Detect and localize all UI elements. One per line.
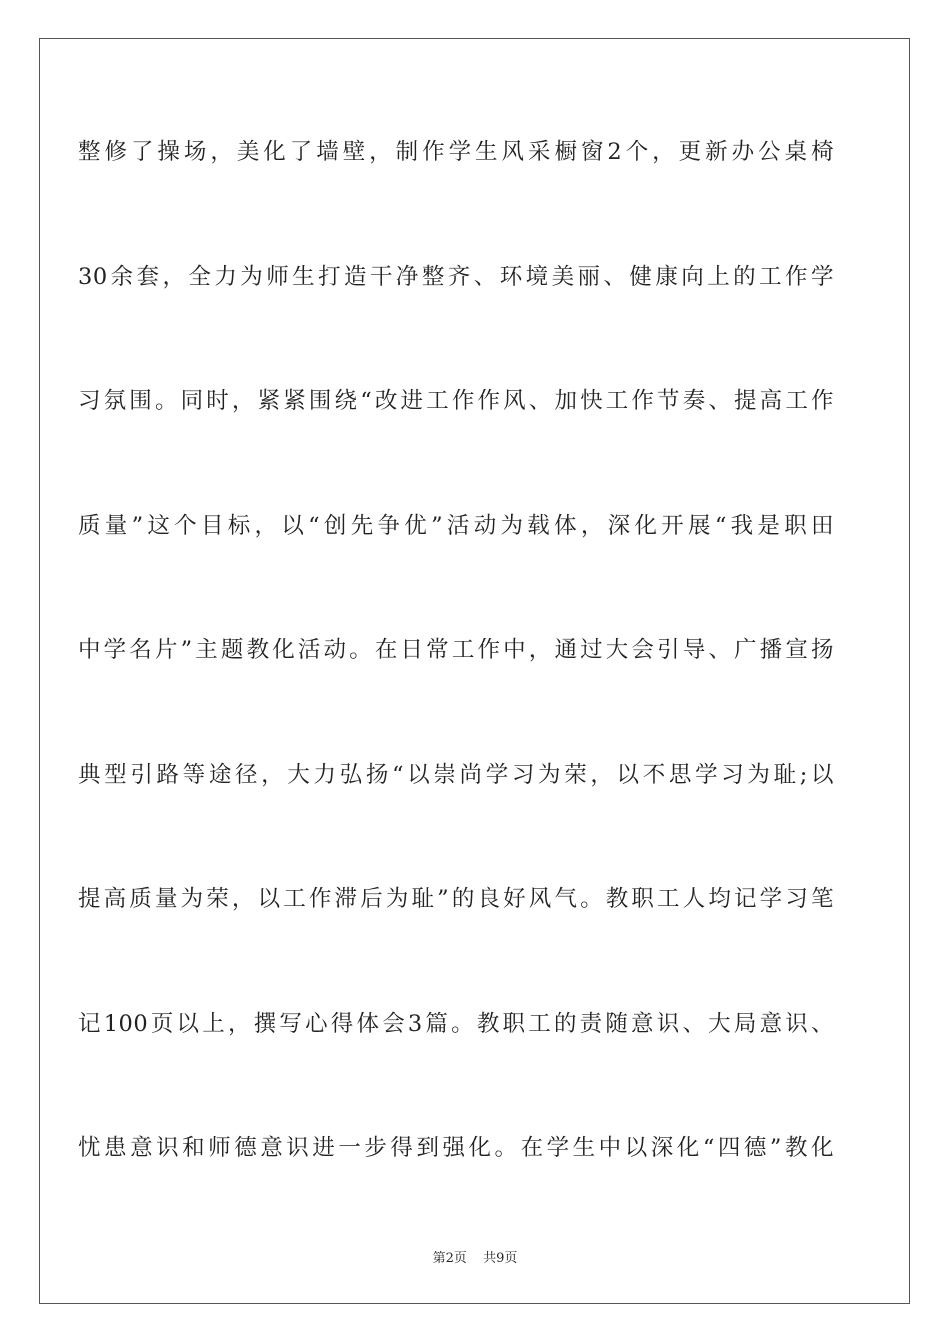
total-page-count: 共9页 (483, 1251, 518, 1266)
text-line-8: 记100页以上，撰写心得体会3篇。教职工的责随意识、大局意识、 (78, 1010, 834, 1037)
page-footer (0, 1247, 950, 1266)
text-line-2: 30余套，全力为师生打造干净整齐、环境美丽、健康向上的工作学 (78, 263, 834, 290)
text-line-3: 习氛围。同时，紧紧围绕“改进工作作风、加快工作节奏、提高工作 (78, 388, 834, 414)
text-line-9: 忧患意识和师德意识进一步得到强化。在学生中以深化“四德”教化 (78, 1135, 834, 1161)
document-body (78, 90, 834, 1211)
current-page-number: 第2页 (432, 1251, 467, 1266)
text-line-5: 中学名片”主题教化活动。在日常工作中，通过大会引导、广播宣扬 (78, 637, 834, 663)
text-line-6: 典型引路等途径，大力弘扬“以崇尚学习为荣，以不思学习为耻;以 (78, 761, 834, 788)
text-line-4: 质量”这个目标，以“创先争优”活动为载体，深化开展“我是职田 (78, 512, 834, 539)
text-line-7: 提高质量为荣，以工作滞后为耻”的良好风气。教职工人均记学习笔 (78, 886, 834, 912)
text-line-1: 整修了操场，美化了墙壁，制作学生风采橱窗2个，更新办公桌椅 (78, 139, 834, 165)
